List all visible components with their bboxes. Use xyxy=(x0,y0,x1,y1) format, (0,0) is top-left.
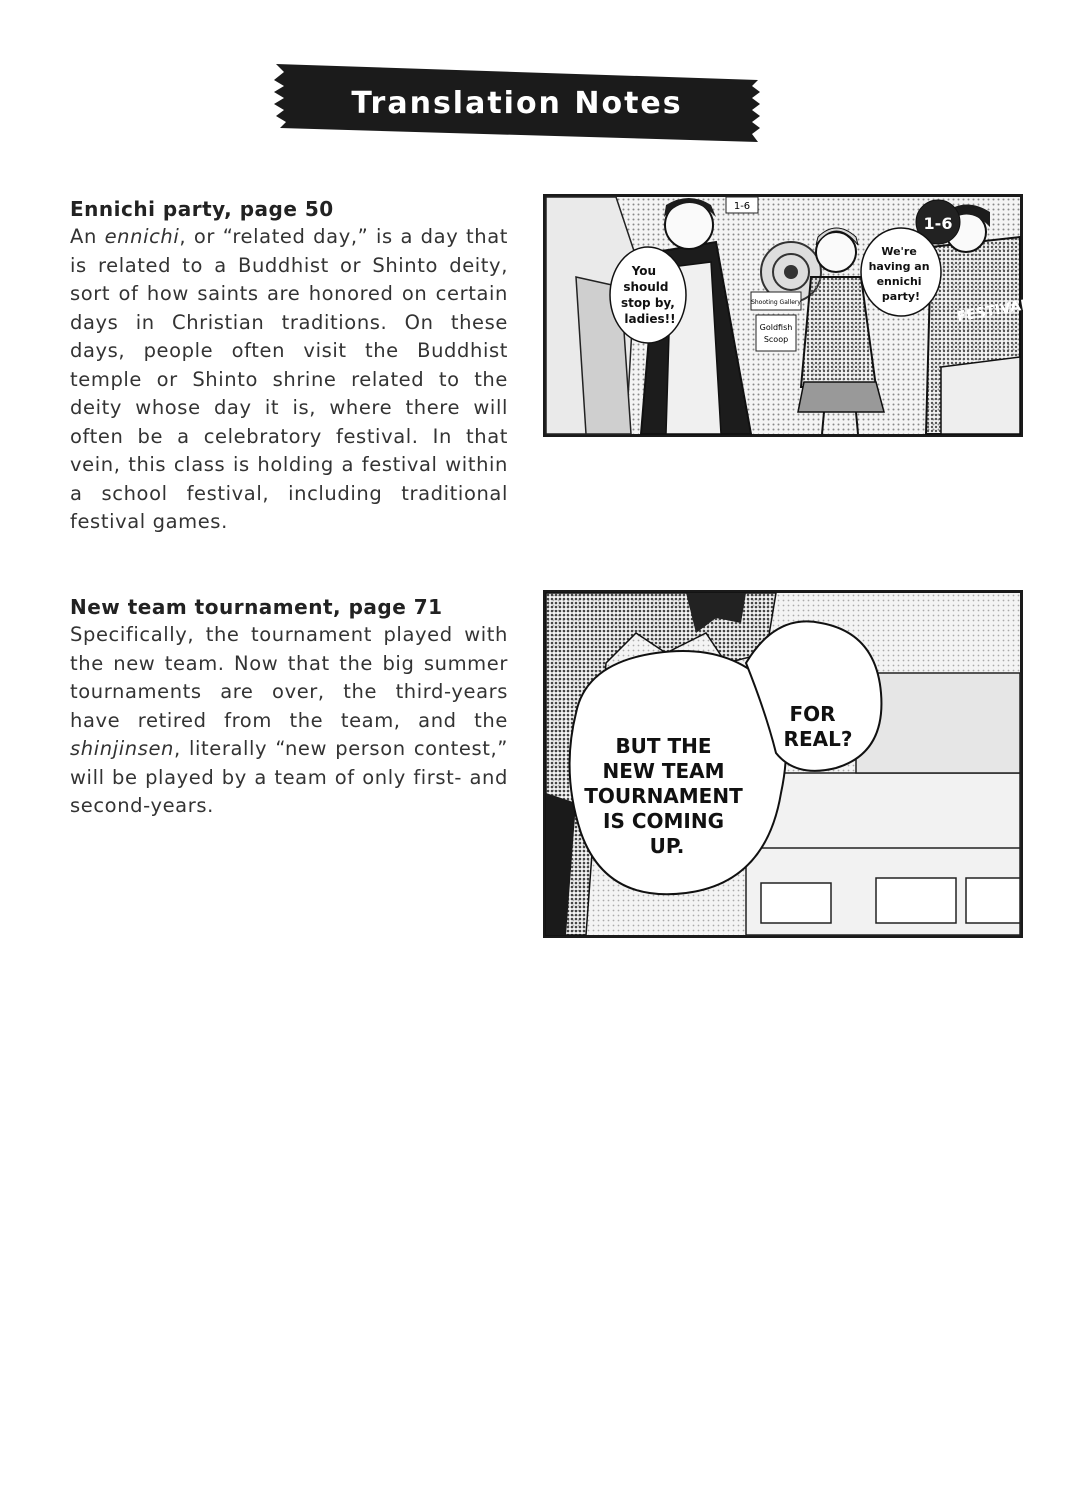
manga-panel-festival xyxy=(543,194,1031,437)
manga-panel-tournament xyxy=(543,590,1023,938)
sign-class: 1-6 xyxy=(733,201,751,212)
note-new-team-tournament xyxy=(70,593,508,821)
speech-bubble-reply: FOR REAL? xyxy=(783,702,853,751)
speech-bubble-main: BUT THE NEW TEAM TOURNAMENT IS COMING UP. xyxy=(584,734,743,858)
sign-shooting-gallery: Shooting Gallery xyxy=(751,299,801,306)
sign-goldfish-line-1: Goldfish xyxy=(759,323,793,332)
speech-bubble-right: We're having an ennichi party! xyxy=(868,245,930,303)
speech-bubble-left: You should stop by, ladies!! xyxy=(620,264,676,326)
sign-goldfish-line-2: Scoop xyxy=(763,335,789,344)
note-heading: New team tournament, page 71 xyxy=(70,595,443,619)
jacket-festival-text: FESTIVAL xyxy=(955,296,1031,326)
note-ennichi xyxy=(70,195,508,537)
page-title: Translation Notes xyxy=(351,85,683,121)
note-body: Specifically, the tournament played with the new team. Now that the big summer tournaments are over, the third-years have retired from the team, and the shinjinsen, literally “new person contest,” will be played by a team of only first- and second-years. xyxy=(70,623,508,817)
note-body: An ennichi, or “related day,” is a day that is related to a Buddhist or Shinto deity, sort of how saints are honored on certain days in Christian traditions. On these days, people often visit the Buddhist temple or Shinto shrine related to the deity whose day it is, where there will often be a celebratory festival. In that vein, this class is holding a festival within a school festival, including traditional festival games. xyxy=(70,225,508,533)
fan-label: 1-6 xyxy=(923,214,953,233)
note-heading: Ennichi party, page 50 xyxy=(70,197,334,221)
title-banner xyxy=(272,62,762,144)
